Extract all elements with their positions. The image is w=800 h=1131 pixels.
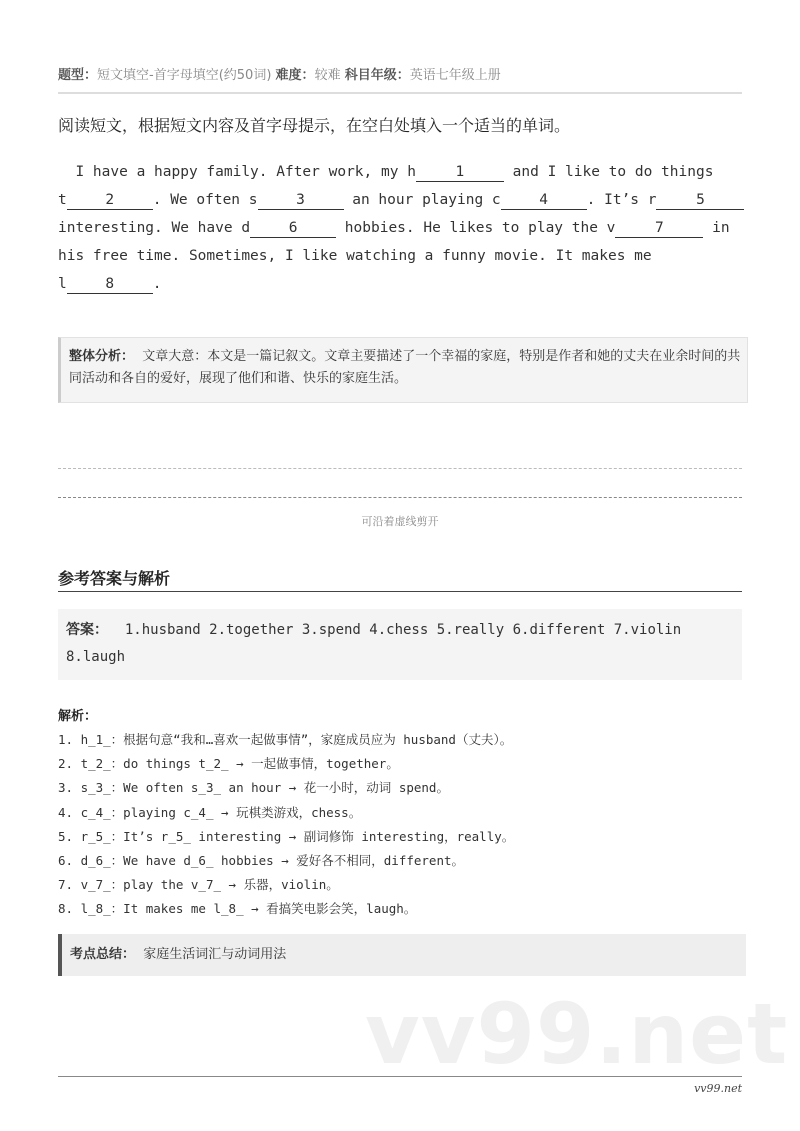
passage-text: interesting. We have d [58,220,251,236]
grade-value: 英语七年级上册 [409,68,501,83]
explanation-item: 1. h_1_：根据句意“我和…喜欢一起做事情”，家庭成员应为 husband（丈夫）。 [58,732,513,747]
blank-4[interactable]: 4 [501,191,587,210]
cut-line [58,468,742,469]
analysis-label: 整体分析： [69,349,135,364]
blank-8[interactable]: 8 [67,275,153,294]
cut-line [58,497,742,498]
answer-box [58,609,742,680]
type-label: 题型： [58,68,98,83]
question-meta [58,64,501,83]
answer-label: 答案： [66,622,108,638]
explanation-item: 6. d_6_：We have d_6_ hobbies → 爱好各不相同，different。 [58,853,465,869]
blank-3[interactable]: 3 [258,191,344,210]
blank-6[interactable]: 6 [250,219,336,238]
passage-text: hobbies. He likes to play the v [336,220,616,236]
footer-divider [58,1076,742,1077]
summary-text: 家庭生活词汇与动词用法 [143,947,287,962]
passage-text: l [58,276,67,292]
cut-hint: 可沿着虚线剪开 [361,515,439,528]
summary-box [58,934,746,976]
explanation-item: 7. v_7_：play the v_7_ → 乐器，violin。 [58,877,339,893]
passage-text: . It’s r [586,192,657,208]
analysis-box [58,337,748,403]
passage-text: I have a happy family. After work, my h [58,164,416,180]
passage-text: in [703,220,730,236]
passage-line [58,186,748,214]
answer-section-title: 参考答案与解析 [58,569,171,588]
explanation-label: 解析： [58,709,98,724]
explanation-item: 4. c_4_：playing c_4_ → 玩棋类游戏，chess。 [58,804,362,820]
instruction: 阅读短文，根据短文内容及首字母提示，在空白处填入一个适当的单词。 [58,116,571,135]
passage-text: an hour playing c [343,192,501,208]
blank-5[interactable]: 5 [656,191,744,210]
passage-text: . [152,276,162,292]
watermark: vv99.net [365,985,789,1083]
explanation-item: 8. l_8_：It makes me l_8_ → 看搞笑电影会笑，laugh。 [58,901,417,917]
answer-text: 1.husband 2.together 3.spend 4.chess 5.really 6.different 7.violin 8.laugh [66,622,682,665]
explanation-list [58,728,514,922]
passage-text: and I like to do things [503,164,714,180]
blank-1[interactable]: 1 [416,163,504,182]
passage-line [58,242,748,270]
explanation-item: 5. r_5_：It’s r_5_ interesting → 副词修饰 interesting，really。 [58,828,515,844]
passage-text: . We often s [152,192,258,208]
blank-2[interactable]: 2 [67,191,153,210]
difficulty-value: 较难 [314,68,341,83]
passage-line [58,158,748,186]
section-divider [58,591,742,592]
passage-line [58,214,748,242]
analysis-text: 文章大意：本文是一篇记叙文。文章主要描述了一个幸福的家庭，特别是作者和她的丈夫在业余时间的共同活动和各自的爱好，展现了他们和谐、快乐的家庭生活。 [69,349,741,386]
type-value: 短文填空-首字母填空(约50词) [97,68,272,83]
passage [58,158,748,298]
passage-line [58,270,748,298]
explanation-item: 2. t_2_：do things t_2_ → 一起做事情，together。 [58,756,399,772]
passage-text: his free time. Sometimes, I like watching a funny movie. It makes me [58,248,652,264]
header-divider [58,92,742,94]
difficulty-label: 难度： [275,68,315,83]
grade-label: 科目年级： [344,68,410,83]
passage-text: t [58,192,67,208]
blank-7[interactable]: 7 [615,219,703,238]
summary-label: 考点总结： [70,947,136,962]
footer-site: vv99.net [694,1082,742,1095]
explanation-item: 3. s_3_：We often s_3_ an hour → 花一小时，动词 spend。 [58,780,449,796]
